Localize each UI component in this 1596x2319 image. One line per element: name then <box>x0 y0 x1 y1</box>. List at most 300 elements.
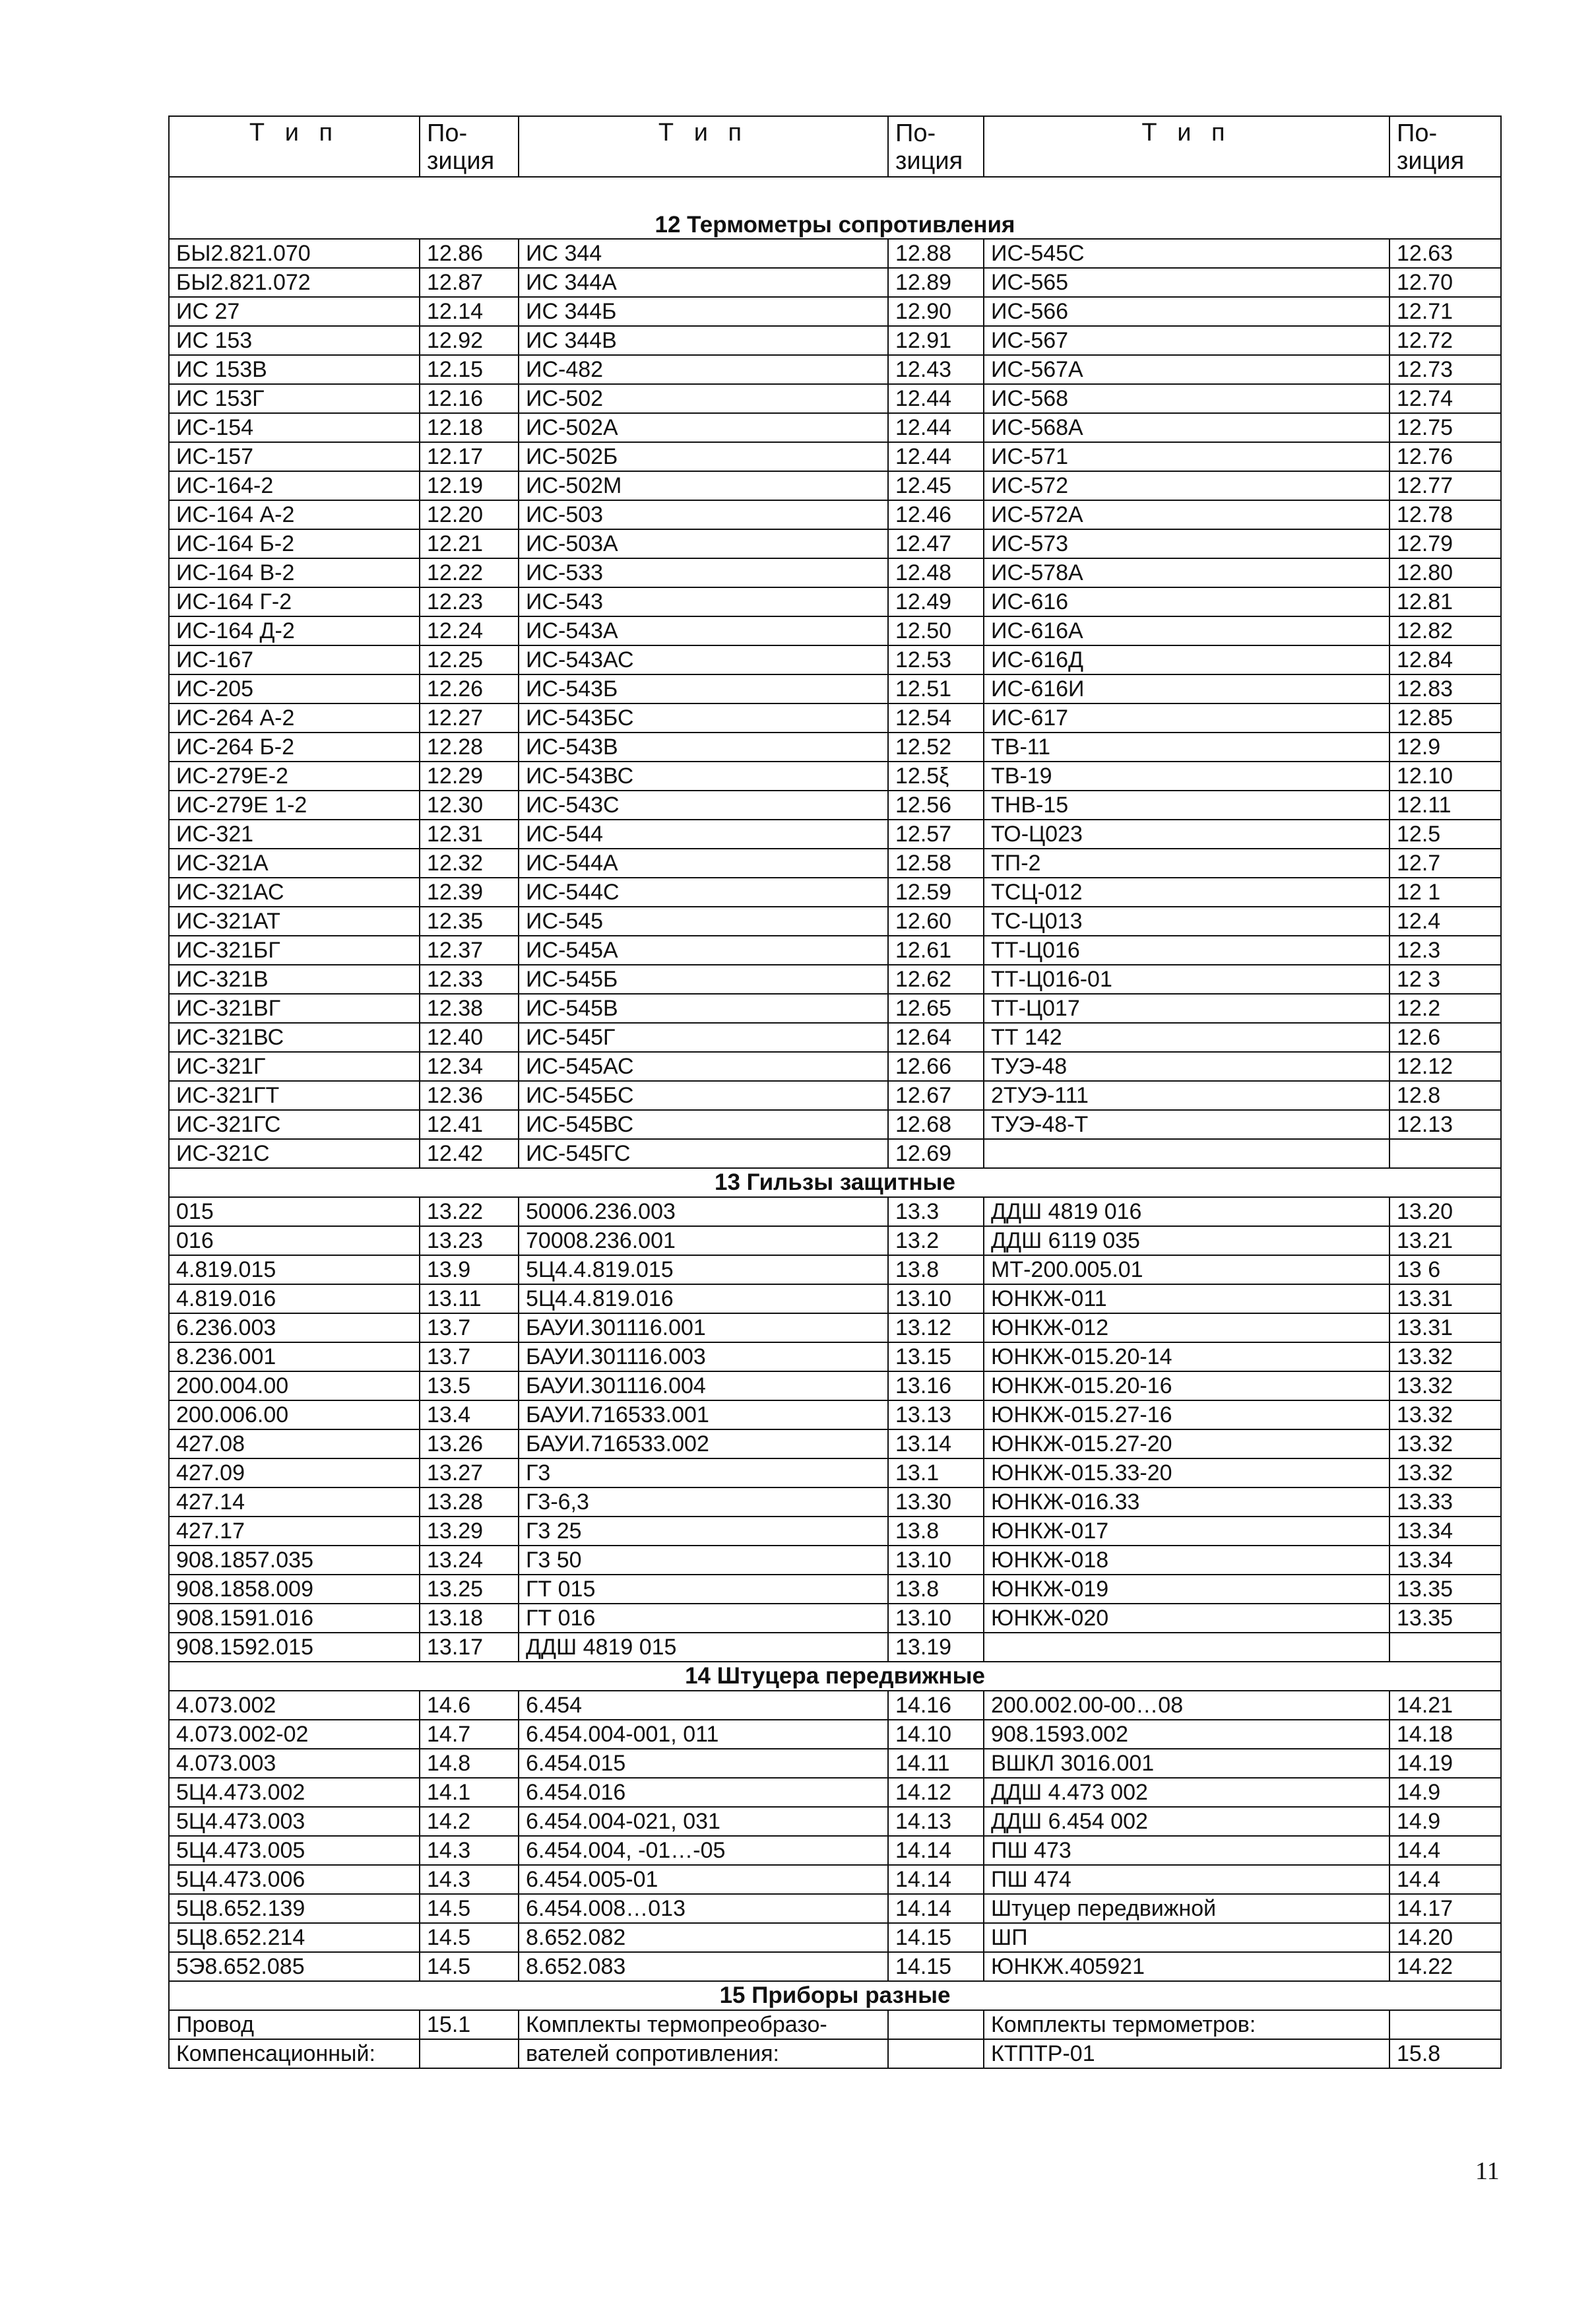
type-cell: ЮНКЖ-019 <box>984 1575 1389 1604</box>
position-cell: 12.64 <box>888 1023 984 1052</box>
position-cell <box>888 2010 984 2039</box>
type-cell: ИС-321ГТ <box>169 1081 420 1110</box>
type-cell: Штуцер передвижной <box>984 1894 1389 1923</box>
position-cell <box>1389 2010 1501 2039</box>
type-cell: ИС-264 А-2 <box>169 703 420 733</box>
position-cell: 14.14 <box>888 1894 984 1923</box>
table-row <box>169 1720 1501 1749</box>
position-cell: 12.75 <box>1389 413 1501 442</box>
position-cell: 12.62 <box>888 965 984 994</box>
type-cell: ИС 153Г <box>169 384 420 413</box>
type-cell: ИС-503 <box>519 500 888 529</box>
position-cell: 12.27 <box>420 703 519 733</box>
type-cell: ИС-154 <box>169 413 420 442</box>
header-position-3 <box>1389 116 1501 177</box>
type-cell: ИС-545Б <box>519 965 888 994</box>
position-cell: 12.60 <box>888 907 984 936</box>
type-cell: ЮНКЖ-015.27-20 <box>984 1429 1389 1458</box>
type-cell: ИС-545Г <box>519 1023 888 1052</box>
position-cell: 12.85 <box>1389 703 1501 733</box>
type-cell: 427.14 <box>169 1487 420 1517</box>
type-cell: ТТ 142 <box>984 1023 1389 1052</box>
position-cell: 12.9 <box>1389 733 1501 762</box>
type-cell: ИС-572А <box>984 500 1389 529</box>
position-cell: 12.68 <box>888 1110 984 1139</box>
type-cell: ИС-321ВС <box>169 1023 420 1052</box>
type-cell: ЮНКЖ-015.20-14 <box>984 1342 1389 1371</box>
type-cell: ИС-502А <box>519 413 888 442</box>
section-title-row <box>169 1981 1501 2010</box>
position-cell: 13.13 <box>888 1400 984 1429</box>
type-cell: ЮНКЖ-018 <box>984 1546 1389 1575</box>
type-cell: ИС-164 А-2 <box>169 500 420 529</box>
type-cell: Г3 25 <box>519 1517 888 1546</box>
type-cell: 5Ц4.473.002 <box>169 1778 420 1807</box>
type-cell: ЮНКЖ-020 <box>984 1604 1389 1633</box>
type-cell: ТУЭ-48-Т <box>984 1110 1389 1139</box>
position-cell: 13.34 <box>1389 1517 1501 1546</box>
type-cell: ИС-164 Г-2 <box>169 587 420 616</box>
position-cell: 12.56 <box>888 791 984 820</box>
type-cell: 908.1858.009 <box>169 1575 420 1604</box>
position-cell: 13.34 <box>1389 1546 1501 1575</box>
position-cell: 13.16 <box>888 1371 984 1400</box>
position-cell: 12.80 <box>1389 558 1501 587</box>
type-cell: ВШКЛ 3016.001 <box>984 1749 1389 1778</box>
position-cell: 14.1 <box>420 1778 519 1807</box>
position-cell: 12.20 <box>420 500 519 529</box>
type-cell: 8.652.083 <box>519 1952 888 1981</box>
position-cell: 12.49 <box>888 587 984 616</box>
type-cell: ИС-545БС <box>519 1081 888 1110</box>
table-row <box>169 355 1501 384</box>
table-row <box>169 529 1501 558</box>
type-cell: ПШ 473 <box>984 1836 1389 1865</box>
position-cell: 12.31 <box>420 820 519 849</box>
position-cell: 14.9 <box>1389 1807 1501 1836</box>
type-cell: ТО-Ц023 <box>984 820 1389 849</box>
type-cell: ИС-321Г <box>169 1052 420 1081</box>
position-cell: 12.76 <box>1389 442 1501 471</box>
section-title: 15 Приборы разные <box>169 1981 1501 2010</box>
type-cell: Г3 50 <box>519 1546 888 1575</box>
type-cell: ИС-578А <box>984 558 1389 587</box>
position-cell <box>888 2039 984 2068</box>
type-cell: ЮНКЖ-011 <box>984 1284 1389 1313</box>
position-cell: 13.29 <box>420 1517 519 1546</box>
type-cell: 6.454 <box>519 1691 888 1720</box>
position-cell: 12.92 <box>420 326 519 355</box>
position-cell: 13.22 <box>420 1197 519 1226</box>
position-cell: 14.16 <box>888 1691 984 1720</box>
position-cell: 13.21 <box>1389 1226 1501 1255</box>
type-cell: ИС-616Д <box>984 645 1389 674</box>
type-cell: ИС-321А <box>169 849 420 878</box>
position-cell: 14.14 <box>888 1865 984 1894</box>
table-row <box>169 1836 1501 1865</box>
position-cell: 13.32 <box>1389 1400 1501 1429</box>
table-row <box>169 1807 1501 1836</box>
position-cell: 12.65 <box>888 994 984 1023</box>
type-cell: ИС 344Б <box>519 297 888 326</box>
type-cell: 5Э8.652.085 <box>169 1952 420 1981</box>
position-cell: 12.5ξ <box>888 762 984 791</box>
position-cell: 12.25 <box>420 645 519 674</box>
position-cell: 13.19 <box>888 1633 984 1662</box>
position-cell: 13.31 <box>1389 1284 1501 1313</box>
table-row <box>169 1139 1501 1168</box>
header-type-2: Т и п <box>519 116 888 177</box>
position-cell: 14.3 <box>420 1865 519 1894</box>
table-row <box>169 268 1501 297</box>
type-cell: ИС-545С <box>984 239 1389 268</box>
type-cell: ИС-533 <box>519 558 888 587</box>
type-cell: 427.17 <box>169 1517 420 1546</box>
type-cell: 908.1592.015 <box>169 1633 420 1662</box>
type-cell: 5Ц4.473.006 <box>169 1865 420 1894</box>
position-cell: 14.10 <box>888 1720 984 1749</box>
table-row <box>169 1371 1501 1400</box>
position-cell: 12.48 <box>888 558 984 587</box>
type-cell: БАУИ.716533.001 <box>519 1400 888 1429</box>
position-cell: 12.23 <box>420 587 519 616</box>
position-cell <box>1389 1139 1501 1168</box>
table-row <box>169 1604 1501 1633</box>
type-cell: ИС-164 В-2 <box>169 558 420 587</box>
type-cell: ИС-571 <box>984 442 1389 471</box>
type-cell: ИС-543ВС <box>519 762 888 791</box>
type-cell: 015 <box>169 1197 420 1226</box>
position-cell: 12.52 <box>888 733 984 762</box>
type-cell: ИС-321АС <box>169 878 420 907</box>
type-cell: Комплекты термопреобразо- <box>519 2010 888 2039</box>
type-cell: БАУИ.301116.004 <box>519 1371 888 1400</box>
position-cell: 13.4 <box>420 1400 519 1429</box>
position-cell: 12.71 <box>1389 297 1501 326</box>
type-cell: ЮНКЖ-012 <box>984 1313 1389 1342</box>
type-cell: ИС-568 <box>984 384 1389 413</box>
position-cell: 12.24 <box>420 616 519 645</box>
type-cell: ДДШ 4819 016 <box>984 1197 1389 1226</box>
type-cell: ИС-545ВС <box>519 1110 888 1139</box>
position-cell: 14.5 <box>420 1923 519 1952</box>
type-cell: ТВ-19 <box>984 762 1389 791</box>
position-cell: 12.59 <box>888 878 984 907</box>
type-cell: Провод <box>169 2010 420 2039</box>
table-row <box>169 1023 1501 1052</box>
position-cell: 13.23 <box>420 1226 519 1255</box>
type-cell: 4.819.016 <box>169 1284 420 1313</box>
position-cell: 12.81 <box>1389 587 1501 616</box>
table-row <box>169 413 1501 442</box>
position-cell: 12.13 <box>1389 1110 1501 1139</box>
position-cell: 13.10 <box>888 1604 984 1633</box>
type-cell: ИС-543А <box>519 616 888 645</box>
position-cell: 14.22 <box>1389 1952 1501 1981</box>
type-cell: ИС-565 <box>984 268 1389 297</box>
type-cell: 6.454.004, -01…-05 <box>519 1836 888 1865</box>
table-row <box>169 2039 1501 2068</box>
position-cell: 12.4 <box>1389 907 1501 936</box>
table-row <box>169 1575 1501 1604</box>
type-cell: ИС-545ГС <box>519 1139 888 1168</box>
position-cell: 12.45 <box>888 471 984 500</box>
type-cell: ИС-572 <box>984 471 1389 500</box>
type-cell: БЫ2.821.070 <box>169 239 420 268</box>
table-row <box>169 1226 1501 1255</box>
table-row <box>169 1110 1501 1139</box>
position-cell: 14.15 <box>888 1923 984 1952</box>
position-cell: 13.14 <box>888 1429 984 1458</box>
position-cell: 12.83 <box>1389 674 1501 703</box>
position-cell: 12.91 <box>888 326 984 355</box>
position-cell: 12.77 <box>1389 471 1501 500</box>
table-row <box>169 1458 1501 1487</box>
type-cell: ИС-279Е 1-2 <box>169 791 420 820</box>
type-cell: Комплекты термометров: <box>984 2010 1389 2039</box>
position-cell: 12.38 <box>420 994 519 1023</box>
table-row <box>169 878 1501 907</box>
position-cell: 14.12 <box>888 1778 984 1807</box>
position-cell: 14.17 <box>1389 1894 1501 1923</box>
position-cell: 14.18 <box>1389 1720 1501 1749</box>
table-row <box>169 471 1501 500</box>
table-row <box>169 1778 1501 1807</box>
position-cell: 14.4 <box>1389 1865 1501 1894</box>
position-cell: 12.32 <box>420 849 519 878</box>
type-cell <box>984 1139 1389 1168</box>
table-row <box>169 791 1501 820</box>
table-row <box>169 442 1501 471</box>
type-cell: ИС-167 <box>169 645 420 674</box>
type-cell: ИС 27 <box>169 297 420 326</box>
type-cell: ИС-543С <box>519 791 888 820</box>
type-cell: МТ-200.005.01 <box>984 1255 1389 1284</box>
section-title-row <box>169 1168 1501 1197</box>
type-cell: Компенсационный: <box>169 2039 420 2068</box>
section-title-row <box>169 177 1501 239</box>
type-cell: ИС-616 <box>984 587 1389 616</box>
position-cell: 12.18 <box>420 413 519 442</box>
position-cell: 13.35 <box>1389 1575 1501 1604</box>
type-cell: ИС-321ГС <box>169 1110 420 1139</box>
position-cell: 12.39 <box>420 878 519 907</box>
type-cell: 200.006.00 <box>169 1400 420 1429</box>
position-cell: 12.70 <box>1389 268 1501 297</box>
type-cell: 908.1591.016 <box>169 1604 420 1633</box>
header-row <box>169 116 1501 177</box>
type-cell: ТТ-Ц016 <box>984 936 1389 965</box>
type-cell: 5Ц8.652.139 <box>169 1894 420 1923</box>
type-cell: ДДШ 6.454 002 <box>984 1807 1389 1836</box>
position-cell: 14.4 <box>1389 1836 1501 1865</box>
position-cell: 13.3 <box>888 1197 984 1226</box>
type-cell: ТТ-Ц017 <box>984 994 1389 1023</box>
header-position-line1: По- <box>427 119 468 147</box>
position-cell: 12.29 <box>420 762 519 791</box>
table-row <box>169 1487 1501 1517</box>
position-cell: 13 6 <box>1389 1255 1501 1284</box>
type-cell: 4.073.003 <box>169 1749 420 1778</box>
header-type-1: Т и п <box>169 116 420 177</box>
table-row <box>169 1052 1501 1081</box>
type-cell: ТУЭ-48 <box>984 1052 1389 1081</box>
table-row <box>169 1691 1501 1720</box>
section-title-row <box>169 1662 1501 1691</box>
table-row <box>169 1284 1501 1313</box>
position-cell: 13.25 <box>420 1575 519 1604</box>
position-cell: 12.67 <box>888 1081 984 1110</box>
type-cell: 6.454.016 <box>519 1778 888 1807</box>
position-cell: 14.20 <box>1389 1923 1501 1952</box>
position-cell: 12.6 <box>1389 1023 1501 1052</box>
table-row <box>169 1749 1501 1778</box>
table-row <box>169 733 1501 762</box>
index-table <box>168 115 1502 2069</box>
position-cell: 12.40 <box>420 1023 519 1052</box>
position-cell: 12.47 <box>888 529 984 558</box>
position-cell: 12.84 <box>1389 645 1501 674</box>
position-cell: 12.44 <box>888 413 984 442</box>
type-cell: ИС-321В <box>169 965 420 994</box>
table-row <box>169 239 1501 268</box>
position-cell: 12.5 <box>1389 820 1501 849</box>
table-row <box>169 1952 1501 1981</box>
type-cell: Г3 <box>519 1458 888 1487</box>
position-cell: 12.37 <box>420 936 519 965</box>
position-cell: 12.41 <box>420 1110 519 1139</box>
position-cell: 12.42 <box>420 1139 519 1168</box>
type-cell: ИС 153 <box>169 326 420 355</box>
type-cell: ЮНКЖ-015.20-16 <box>984 1371 1389 1400</box>
position-cell: 12.88 <box>888 239 984 268</box>
section-title: 13 Гильзы защитные <box>169 1168 1501 1197</box>
position-cell: 13.20 <box>1389 1197 1501 1226</box>
type-cell: 6.454.004-001, 011 <box>519 1720 888 1749</box>
position-cell: 13.12 <box>888 1313 984 1342</box>
position-cell: 12.73 <box>1389 355 1501 384</box>
table-row <box>169 1546 1501 1575</box>
position-cell: 13.1 <box>888 1458 984 1487</box>
type-cell: 50006.236.003 <box>519 1197 888 1226</box>
position-cell: 13.7 <box>420 1313 519 1342</box>
type-cell: 6.454.008…013 <box>519 1894 888 1923</box>
position-cell: 12.16 <box>420 384 519 413</box>
section-title: 14 Штуцера передвижные <box>169 1662 1501 1691</box>
position-cell: 14.8 <box>420 1749 519 1778</box>
type-cell: ИС-164 Б-2 <box>169 529 420 558</box>
type-cell: ТВ-11 <box>984 733 1389 762</box>
type-cell: БАУИ.716533.002 <box>519 1429 888 1458</box>
type-cell: 200.004.00 <box>169 1371 420 1400</box>
position-cell: 12.14 <box>420 297 519 326</box>
position-cell: 12.72 <box>1389 326 1501 355</box>
type-cell: КТПТР-01 <box>984 2039 1389 2068</box>
position-cell: 13.10 <box>888 1546 984 1575</box>
position-cell: 13.27 <box>420 1458 519 1487</box>
type-cell: 016 <box>169 1226 420 1255</box>
position-cell: 13.15 <box>888 1342 984 1371</box>
position-cell: 13.32 <box>1389 1458 1501 1487</box>
position-cell: 12.54 <box>888 703 984 733</box>
position-cell: 14.2 <box>420 1807 519 1836</box>
table-row <box>169 936 1501 965</box>
type-cell: ИС-567 <box>984 326 1389 355</box>
header-position-line1: По- <box>1397 119 1438 147</box>
position-cell <box>1389 1633 1501 1662</box>
type-cell: ИС 344В <box>519 326 888 355</box>
position-cell: 13.17 <box>420 1633 519 1662</box>
position-cell: 13.24 <box>420 1546 519 1575</box>
table-row <box>169 500 1501 529</box>
position-cell: 12.57 <box>888 820 984 849</box>
table-row <box>169 2010 1501 2039</box>
position-cell <box>420 2039 519 2068</box>
position-cell: 13.32 <box>1389 1342 1501 1371</box>
type-cell: 5Ц4.4.819.015 <box>519 1255 888 1284</box>
type-cell: 427.09 <box>169 1458 420 1487</box>
type-cell: ЮНКЖ-016.33 <box>984 1487 1389 1517</box>
type-cell: 5Ц4.473.005 <box>169 1836 420 1865</box>
type-cell <box>984 1633 1389 1662</box>
type-cell: ТТ-Ц016-01 <box>984 965 1389 994</box>
type-cell: ИС-321БГ <box>169 936 420 965</box>
type-cell: ДДШ 6119 035 <box>984 1226 1389 1255</box>
position-cell: 12.44 <box>888 384 984 413</box>
table-row <box>169 994 1501 1023</box>
position-cell: 13.2 <box>888 1226 984 1255</box>
type-cell: ИС-543Б <box>519 674 888 703</box>
position-cell: 12.33 <box>420 965 519 994</box>
type-cell: ИС-264 Б-2 <box>169 733 420 762</box>
position-cell: 14.9 <box>1389 1778 1501 1807</box>
type-cell: ИС-164 Д-2 <box>169 616 420 645</box>
position-cell: 12.34 <box>420 1052 519 1081</box>
position-cell: 12.7 <box>1389 849 1501 878</box>
type-cell: ИС 344А <box>519 268 888 297</box>
position-cell: 12.12 <box>1389 1052 1501 1081</box>
position-cell: 12.51 <box>888 674 984 703</box>
header-position-2 <box>888 116 984 177</box>
table-row <box>169 297 1501 326</box>
type-cell: ИС-567А <box>984 355 1389 384</box>
position-cell: 14.3 <box>420 1836 519 1865</box>
type-cell: ИС-321 <box>169 820 420 849</box>
type-cell: 6.454.005-01 <box>519 1865 888 1894</box>
type-cell: 4.073.002-02 <box>169 1720 420 1749</box>
position-cell: 12.61 <box>888 936 984 965</box>
type-cell: ИС-617 <box>984 703 1389 733</box>
table-row <box>169 1429 1501 1458</box>
type-cell: ИС-502 <box>519 384 888 413</box>
type-cell: 908.1857.035 <box>169 1546 420 1575</box>
table-row <box>169 820 1501 849</box>
type-cell: ИС-157 <box>169 442 420 471</box>
type-cell: 908.1593.002 <box>984 1720 1389 1749</box>
position-cell: 14.5 <box>420 1952 519 1981</box>
type-cell: 200.002.00-00…08 <box>984 1691 1389 1720</box>
page-number: 11 <box>1475 2157 1500 2185</box>
position-cell: 12.90 <box>888 297 984 326</box>
table-row <box>169 587 1501 616</box>
table-row <box>169 1255 1501 1284</box>
type-cell: Г3-6,3 <box>519 1487 888 1517</box>
position-cell: 12.35 <box>420 907 519 936</box>
position-cell: 12.82 <box>1389 616 1501 645</box>
type-cell: ИС-321С <box>169 1139 420 1168</box>
type-cell: 427.08 <box>169 1429 420 1458</box>
position-cell: 12.44 <box>888 442 984 471</box>
